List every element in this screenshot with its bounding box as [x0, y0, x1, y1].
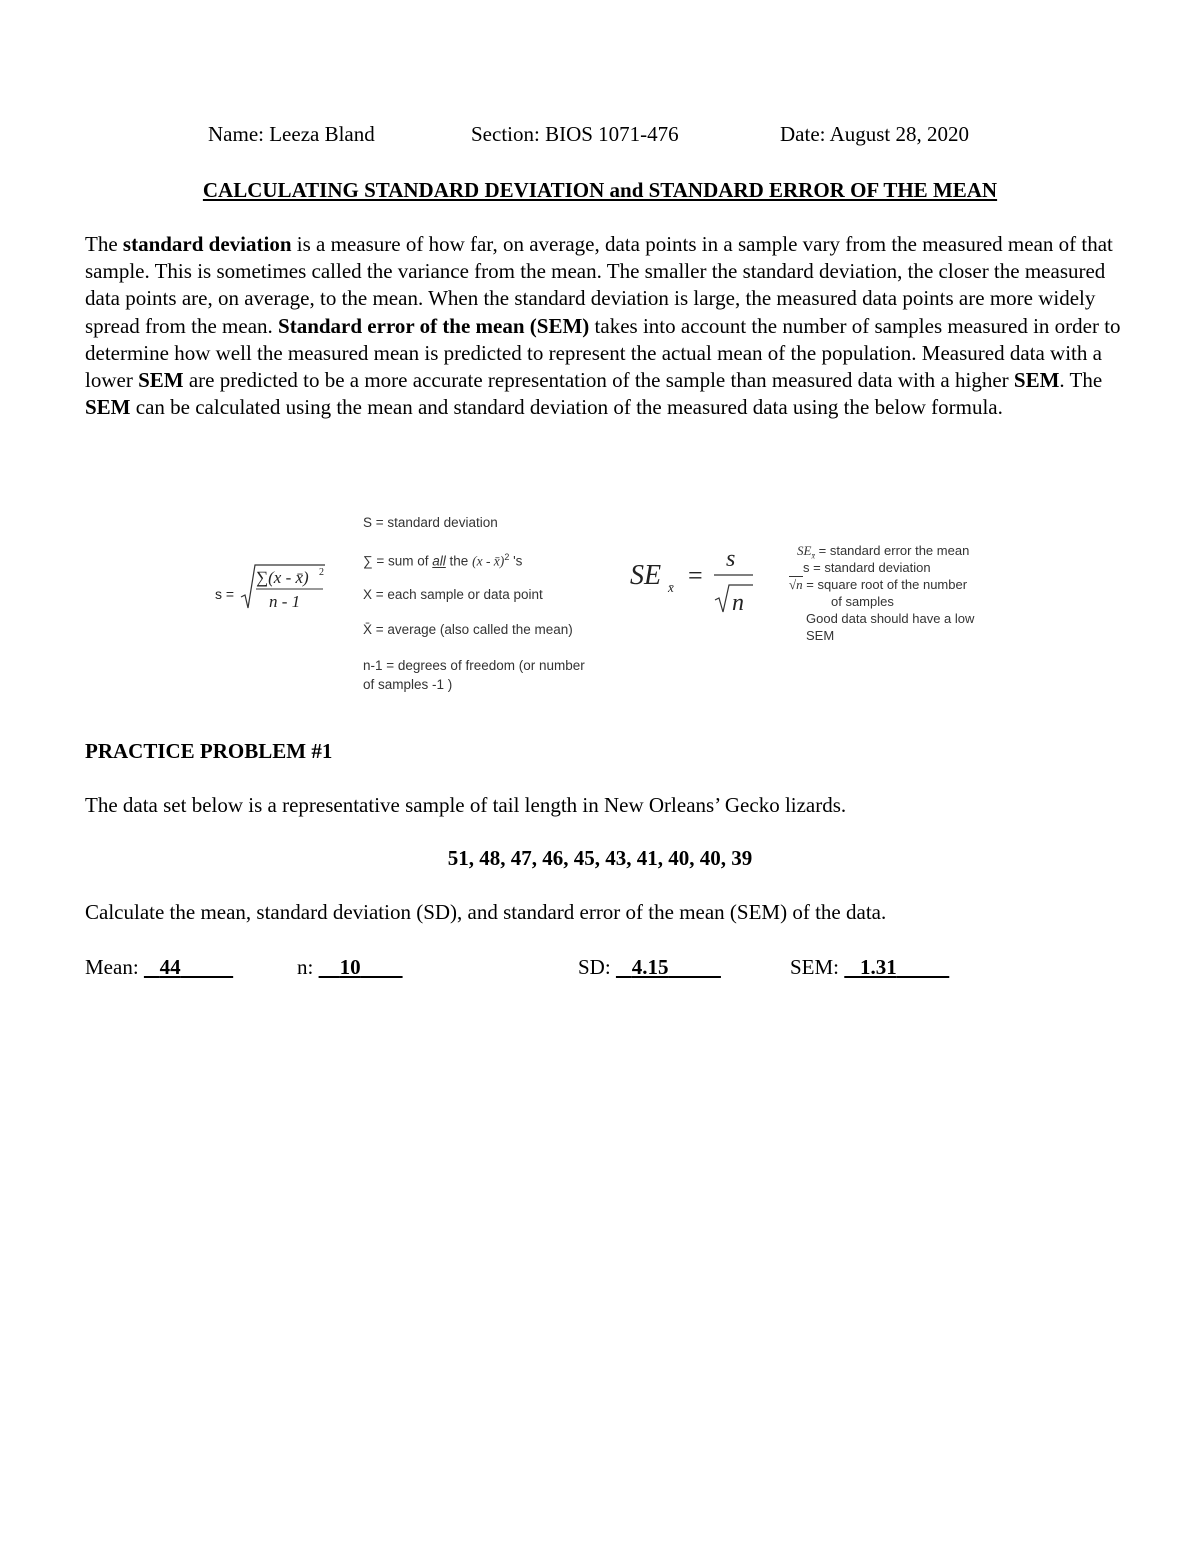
sem-value: 1.31: [860, 955, 897, 979]
sem-subscript: x̄: [668, 580, 674, 595]
def-x: X = each sample or data point: [363, 587, 543, 602]
sd-exponent: 2: [319, 567, 324, 578]
intro-text-1: The: [85, 232, 123, 256]
dataset: 51, 48, 47, 46, 45, 43, 41, 40, 40, 39: [447, 846, 753, 870]
mean-value: 44: [159, 955, 181, 979]
term-standard-deviation: standard deviation: [122, 232, 292, 256]
term-sem-1: SEM: [138, 368, 184, 393]
practice-title: PRACTICE PROBLEM #1: [85, 739, 333, 763]
page-title: CALCULATING STANDARD DEVIATION and STANDARD ERROR OF THE MEAN: [202, 178, 998, 202]
sem-answer: SEM: 1.31: [790, 955, 897, 979]
header-line: [0, 122, 1200, 152]
sem-def-good-cont: SEM: [806, 628, 835, 643]
mean-answer: Mean: 44: [85, 955, 181, 979]
term-sem-3: SEM: [85, 395, 131, 420]
practice-instruction: Calculate the mean, standard deviation (SD), and standard error of the mean (SEM) of the data.: [85, 900, 887, 924]
n-value: 10: [339, 955, 361, 979]
sd-answer: SD: 4.15: [578, 955, 669, 979]
intro-text-2: is a measure of how far, on average, data points in a sample vary from the measured mean of that sample. This is sometimes called the variance from the mean. The smaller the standard deviation, the closer the measured data points are, on average, to the mean. When the standard deviation is large, the measured data points are more widely spread from the mean.: [85, 232, 1113, 338]
def-xbar: X̄ = average (also called the mean): [363, 622, 573, 637]
date-label: Date: August 28, 2020: [780, 122, 969, 146]
sem-def-good: Good data should have a low: [806, 611, 975, 626]
sem-def-s: s = standard deviation: [803, 560, 931, 575]
def-s: S = standard deviation: [363, 515, 498, 530]
section-label: Section: BIOS 1071-476: [471, 122, 679, 146]
sd-formula: [215, 560, 335, 620]
n-answer: n: 10: [297, 955, 361, 979]
student-name: Name: Leeza Bland: [208, 122, 375, 146]
def-n1: n-1 = degrees of freedom (or number: [363, 658, 585, 673]
sem-denominator: n: [732, 590, 744, 616]
term-sem-2: SEM: [1013, 368, 1060, 393]
sem-numerator: s: [726, 546, 736, 572]
intro-paragraph: [85, 231, 1125, 421]
def-sum: ∑ = sum of all the (x - x̄)$^2$ 's: [363, 552, 523, 569]
sem-def-sqrt-cont: of samples: [831, 594, 894, 609]
sd-value: 4.15: [631, 955, 669, 979]
intro-text-4: are predicted to be a more accurate representation of the sample than measured data with a higher: [183, 368, 1014, 393]
sem-def-sqrt: √n = square root of the number: [789, 577, 968, 592]
sd-formula-lhs: s =: [215, 586, 235, 602]
def-n1-cont: of samples -1 ): [363, 677, 453, 692]
sem-se: SE: [630, 560, 662, 591]
sd-numerator: ∑(x - x̄): [256, 568, 309, 587]
intro-text-5: . The: [1059, 368, 1103, 393]
sem-def-se: $SE_{x̄}$ = standard error the mean: [797, 543, 970, 561]
sem-formula: [628, 540, 768, 620]
practice-description: The data set below is a representative sample of tail length in New Orleans’ Gecko lizards.: [85, 793, 847, 817]
sem-equals: =: [688, 561, 703, 590]
sd-denominator: n - 1: [269, 592, 301, 611]
answers-line: [0, 955, 1200, 985]
intro-text-3: takes into account the number of samples measured in order to determine how well the measured mean is predicted to represent the actual mean of the population. Measured data with a lower: [85, 313, 1121, 393]
intro-text-6: can be calculated using the mean and standard deviation of the measured data using the below formula.: [130, 395, 1003, 420]
term-sem: Standard error of the mean (SEM): [278, 313, 590, 338]
